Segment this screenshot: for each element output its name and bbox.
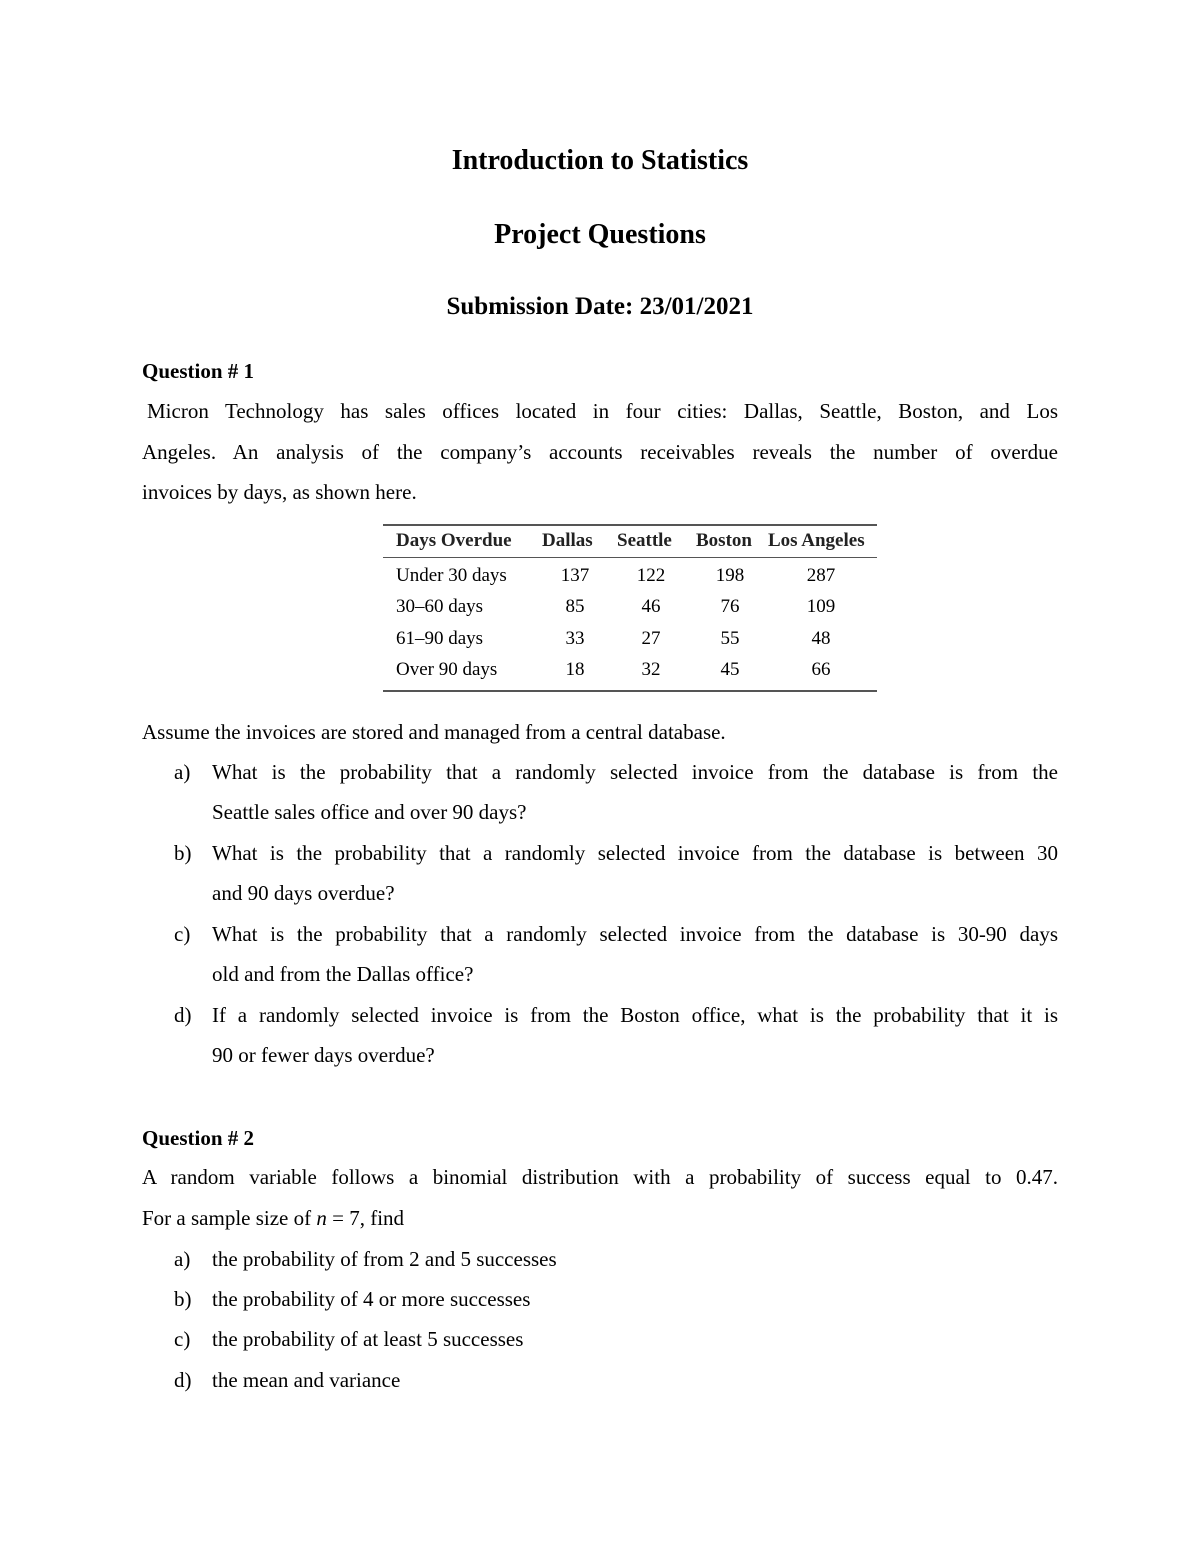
table-cell: 48 bbox=[811, 628, 831, 649]
table-header-cell: Boston bbox=[696, 530, 752, 551]
table-row-label: 61–90 days bbox=[396, 628, 484, 649]
table-header-cell: Los Angeles bbox=[768, 530, 865, 551]
intro-line: Angeles. An analysis of the company’s accounts receivables reveals the number of overdue bbox=[142, 439, 1058, 464]
item-line: Seattle sales office and over 90 days? bbox=[212, 800, 527, 824]
item-line: 90 or fewer days overdue? bbox=[212, 1043, 435, 1067]
question-2-intro bbox=[142, 1157, 1058, 1238]
item-text: the probability of from 2 and 5 successes bbox=[212, 1247, 557, 1271]
intro-line bbox=[142, 1198, 1058, 1239]
intro-text: For a sample size of bbox=[142, 1205, 317, 1230]
question-1-intro bbox=[142, 391, 1058, 513]
intro-line: invoices by days, as shown here. bbox=[142, 480, 417, 504]
item-marker: d) bbox=[174, 1003, 192, 1027]
intro-line: Micron Technology has sales offices located in four cities: Dallas, Seattle, Boston, and Los bbox=[147, 399, 1058, 423]
table-header-cell: Days Overdue bbox=[396, 530, 512, 551]
table-header-rule bbox=[383, 557, 877, 558]
item-marker: c) bbox=[174, 922, 191, 946]
table-cell: 32 bbox=[641, 659, 661, 680]
question-2-heading: Question # 2 bbox=[142, 1126, 255, 1150]
item-line: What is the probability that a randomly selected invoice from the database is from the bbox=[212, 760, 1058, 784]
table-cell: 27 bbox=[641, 628, 661, 649]
item-marker: b) bbox=[174, 1287, 192, 1311]
table-cell: 46 bbox=[641, 596, 661, 617]
table-row-label: Over 90 days bbox=[396, 659, 498, 680]
document-title: Introduction to Statistics bbox=[451, 145, 749, 176]
table-cell: 85 bbox=[565, 596, 585, 617]
variable-n: n bbox=[316, 1205, 327, 1230]
table-cell: 76 bbox=[720, 596, 740, 617]
overdue-invoices-table bbox=[383, 524, 877, 692]
item-line: What is the probability that a randomly selected invoice from the database is between 30 bbox=[212, 841, 1058, 865]
table-cell: 109 bbox=[806, 596, 836, 617]
question-1-heading: Question # 1 bbox=[142, 359, 255, 383]
assumption-line: Assume the invoices are stored and managed from a central database. bbox=[142, 720, 726, 744]
item-line: What is the probability that a randomly selected invoice from the database is 30-90 days bbox=[212, 922, 1058, 946]
table-header-cell: Dallas bbox=[542, 530, 593, 551]
intro-line: A random variable follows a binomial distribution with a probability of success equal to 0.47. bbox=[142, 1165, 1058, 1189]
table-cell: 137 bbox=[560, 565, 590, 586]
item-text: the mean and variance bbox=[212, 1368, 401, 1392]
table-cell: 287 bbox=[806, 565, 836, 586]
table-cell: 45 bbox=[720, 659, 740, 680]
intro-text: = 7, find bbox=[326, 1205, 405, 1230]
table-cell: 18 bbox=[565, 659, 585, 680]
item-marker: c) bbox=[174, 1327, 191, 1351]
item-marker: a) bbox=[174, 760, 191, 784]
table-top-rule bbox=[383, 524, 877, 526]
item-marker: b) bbox=[174, 841, 192, 865]
item-marker: a) bbox=[174, 1247, 191, 1271]
table-cell: 198 bbox=[715, 565, 745, 586]
table-header-cell: Seattle bbox=[617, 530, 672, 551]
table-cell: 122 bbox=[636, 565, 666, 586]
item-marker: d) bbox=[174, 1368, 192, 1392]
table-row-label: 30–60 days bbox=[396, 596, 484, 617]
item-line: If a randomly selected invoice is from the Boston office, what is the probability that it is bbox=[212, 1003, 1058, 1027]
table-cell: 33 bbox=[565, 628, 585, 649]
table-cell: 66 bbox=[811, 659, 831, 680]
item-text: the probability of 4 or more successes bbox=[212, 1287, 531, 1311]
table-bottom-rule bbox=[383, 690, 877, 692]
assumption-text bbox=[142, 712, 1058, 753]
submission-date: Submission Date: 23/01/2021 bbox=[446, 293, 754, 320]
document-subtitle: Project Questions bbox=[494, 219, 706, 250]
item-line: and 90 days overdue? bbox=[212, 881, 395, 905]
item-line: old and from the Dallas office? bbox=[212, 962, 474, 986]
table-row-label: Under 30 days bbox=[396, 565, 507, 586]
item-text: the probability of at least 5 successes bbox=[212, 1327, 524, 1351]
table-cell: 55 bbox=[720, 628, 740, 649]
